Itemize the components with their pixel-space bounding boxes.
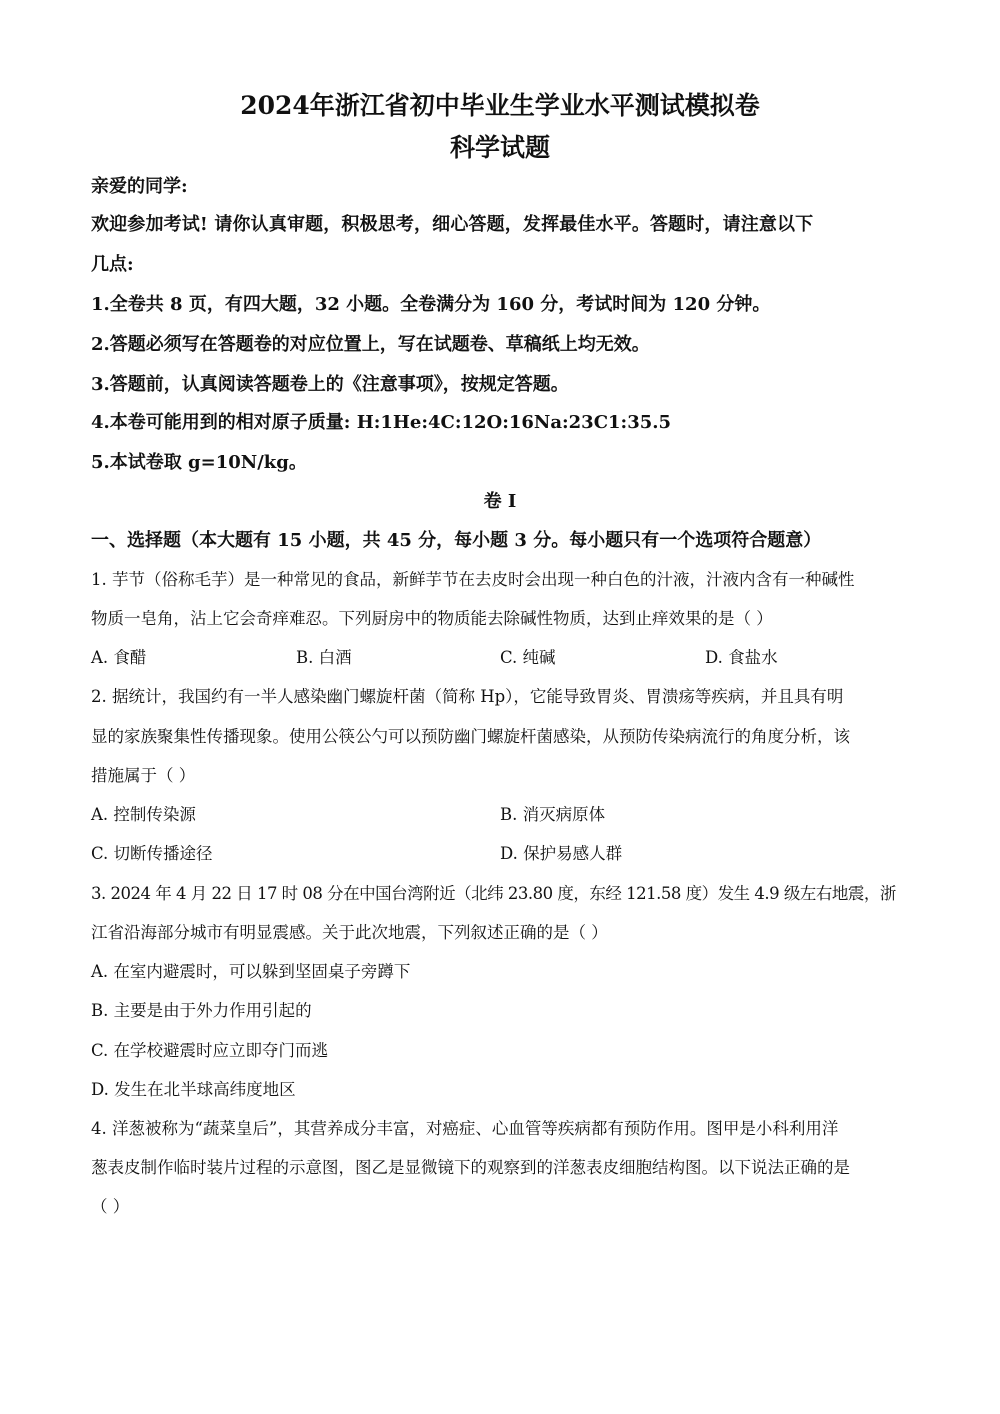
exam-subtitle: 科学试题 — [449, 133, 550, 162]
question-2-line-3: 措施属于（ ） — [91, 766, 196, 785]
question-1-option-a: A. 食醋 — [91, 648, 147, 667]
note-3: 3.答题前，认真阅读答题卷上的《注意事项》，按规定答题。 — [91, 374, 569, 395]
question-2-option-a: A. 控制传染源 — [91, 805, 196, 824]
question-4-line-1: 4. 洋葱被称为“蔬菜皇后”，其营养成分丰富，对癌症、心血管等疾病都有预防作用。图甲是小科利用洋 — [91, 1119, 839, 1138]
question-4-line-3: （ ） — [91, 1197, 130, 1216]
question-2-line-2: 显的家族聚集性传播现象。使用公筷公勺可以预防幽门螺旋杆菌感染，从预防传染病流行的角度分析，该 — [91, 727, 850, 746]
greeting: 亲爱的同学: — [91, 176, 188, 197]
question-1-option-c: C. 纯碱 — [500, 648, 556, 667]
question-3-option-c: C. 在学校避震时应立即夺门而逃 — [91, 1041, 329, 1060]
welcome-line-2: 几点: — [91, 254, 134, 275]
question-2-option-c: C. 切断传播途径 — [91, 844, 213, 863]
question-1-option-b: B. 白酒 — [296, 648, 352, 667]
note-5: 5.本试卷取 g=10N/kg。 — [91, 452, 307, 473]
question-3-option-d: D. 发生在北半球高纬度地区 — [91, 1080, 296, 1099]
note-1: 1.全卷共 8 页，有四大题，32 小题。全卷满分为 160 分，考试时间为 120 分钟。 — [91, 294, 771, 315]
note-4: 4.本卷可能用到的相对原子质量: H:1He:4C:12O:16Na:23C1:35.5 — [91, 412, 672, 433]
question-3-line-1: 3. 2024 年 4 月 22 日 17 时 08 分在中国台湾附近（北纬 23.80 度，东经 121.58 度）发生 4.9 级左右地震，浙 — [91, 884, 896, 903]
note-2: 2.答题必须写在答题卷的对应位置上，写在试题卷、草稿纸上均无效。 — [91, 334, 650, 355]
question-2-option-d: D. 保护易感人群 — [500, 844, 623, 863]
question-1-line-1: 1. 芋节（俗称毛芋）是一种常见的食品，新鲜芋节在去皮时会出现一种白色的汁液，汁液内含有一种碱性 — [91, 570, 855, 589]
volume-label: 卷 I — [483, 491, 517, 512]
question-2-line-1: 2. 据统计，我国约有一半人感染幽门螺旋杆菌（简称 Hp），它能导致胃炎、胃溃疡等疾病，并且具有明 — [91, 687, 844, 706]
question-1-line-2: 物质一皂角，沾上它会奇痒难忍。下列厨房中的物质能去除碱性物质，达到止痒效果的是（ ） — [91, 609, 773, 628]
question-1-option-d: D. 食盐水 — [705, 648, 778, 667]
question-3-line-2: 江省沿海部分城市有明显震感。关于此次地震，下列叙述正确的是（ ） — [91, 923, 608, 942]
question-3-option-b: B. 主要是由于外力作用引起的 — [91, 1001, 312, 1020]
welcome-line-1: 欢迎参加考试! 请你认真审题，积极思考，细心答题，发挥最佳水平。答题时，请注意以下 — [91, 214, 814, 235]
question-4-line-2: 葱表皮制作临时装片过程的示意图，图乙是显微镜下的观察到的洋葱表皮细胞结构图。以下说法正确的是 — [91, 1158, 850, 1177]
question-3-option-a: A. 在室内避震时，可以躲到坚固桌子旁蹲下 — [91, 962, 411, 981]
exam-title: 2024年浙江省初中毕业生学业水平测试模拟卷 — [240, 91, 760, 120]
section-heading: 一、选择题（本大题有 15 小题，共 45 分，每小题 3 分。每小题只有一个选项符合题意） — [91, 530, 822, 551]
question-2-option-b: B. 消灭病原体 — [500, 805, 606, 824]
